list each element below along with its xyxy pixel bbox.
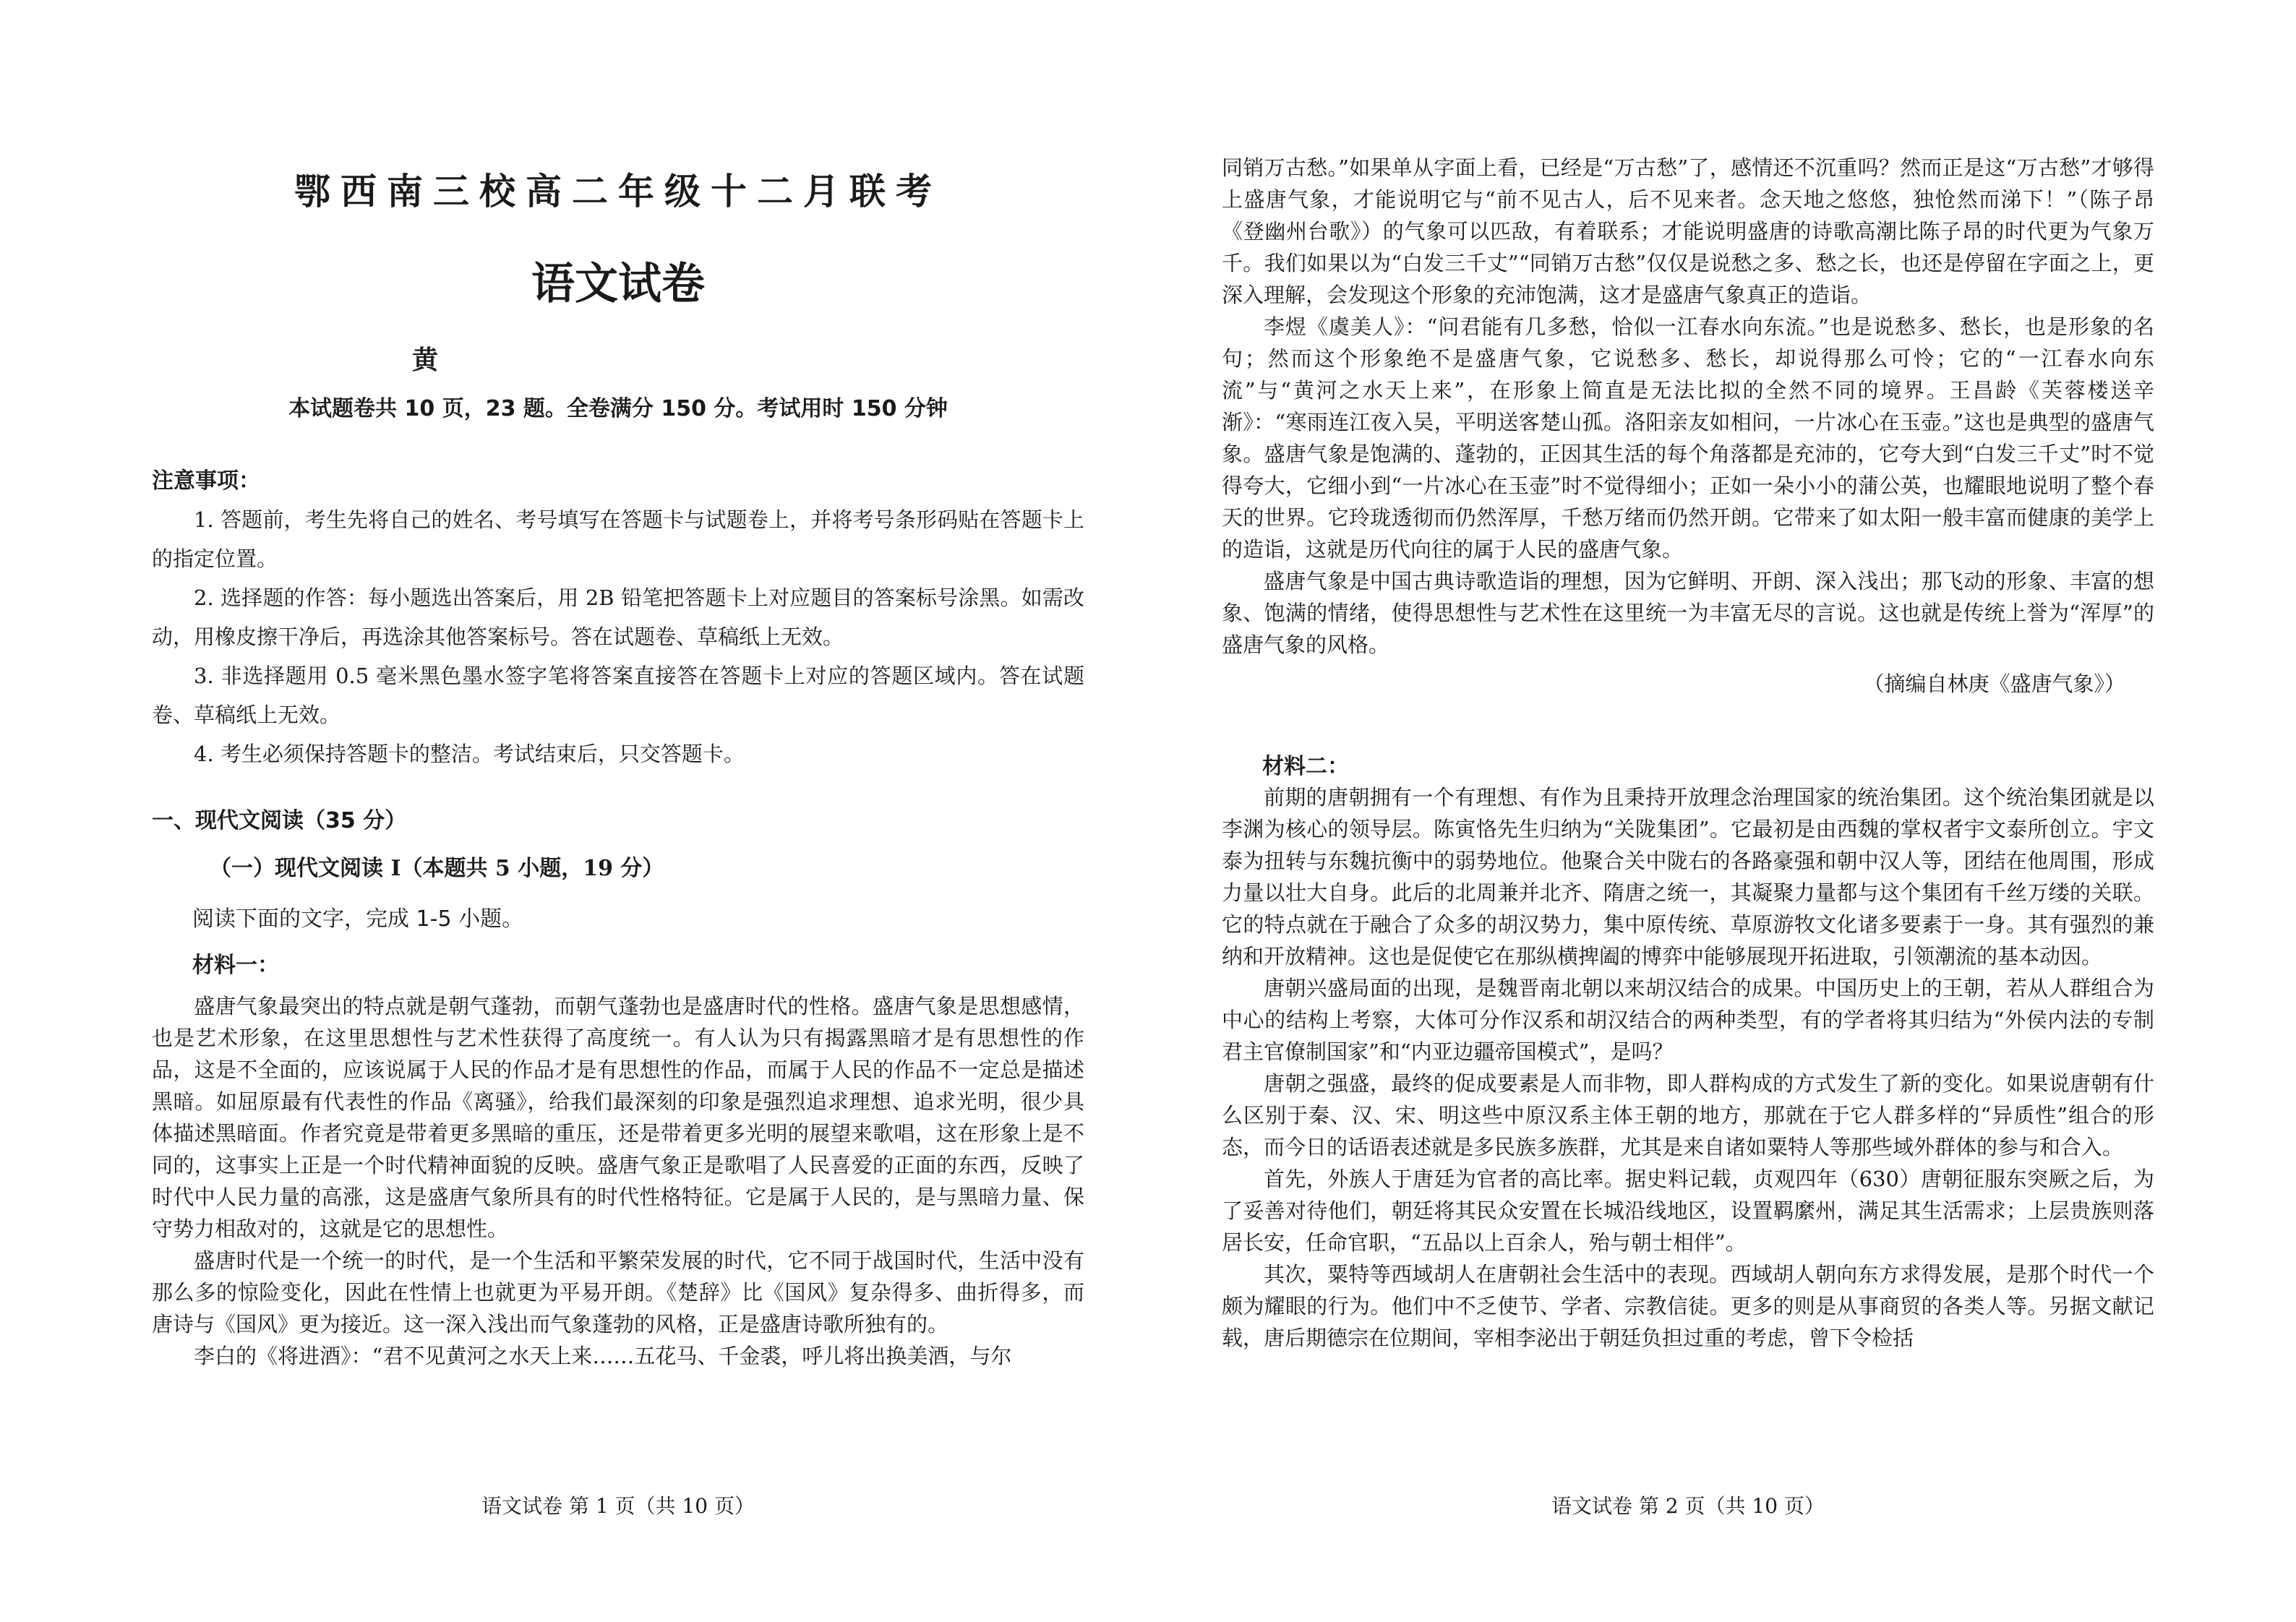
paragraph: 盛唐时代是一个统一的时代，是一个生活和平繁荣发展的时代，它不同于战国时代，生活中没有那么多的惊险变化，因此在性情上也就更为平易开朗。《楚辞》比《国风》复杂得多、曲折得多，而唐诗与《国风》更为接近。这一深入浅出而气象蓬勃的风格，正是盛唐诗歌所独有的。 <box>152 1248 1084 1336</box>
material1-body <box>152 990 1084 1372</box>
page-footer: 语文试卷 第 2 页（共 10 页） <box>1551 1494 1825 1518</box>
paragraph: 李白的《将进酒》：“君不见黄河之水天上来……五花马、千金裘，呼儿将出换美酒，与尔 <box>194 1344 1012 1368</box>
notice-item: 2. 选择题的作答：每小题选出答案后，用 2B 铅笔把答题卡上对应题目的答案标号涂黑。如需改动，用橡皮擦干净后，再选涂其他答案标号。答在试题卷、草稿纸上无效。 <box>152 585 1084 649</box>
exam-subtitle: 语文试卷 <box>531 259 705 309</box>
material2-block <box>1222 748 2154 1354</box>
page-footer: 语文试卷 第 1 页（共 10 页） <box>481 1494 755 1518</box>
left-page <box>152 0 1084 1622</box>
subsection-title: （一）现代文阅读 I（本题共 5 小题，19 分） <box>210 856 664 881</box>
material1-heading: 材料一： <box>192 953 279 978</box>
paragraph: 前期的唐朝拥有一个有理想、有作为且秉持开放理念治理国家的统治集团。这个统治集团就是以李渊为核心的领导层。陈寅恪先生归纳为“关陇集团”。它最初是由西魏的掌权者宇文泰所创立。宇文泰为扭转与东魏抗衡中的弱势地位。他聚合关中陇右的各路豪强和朝中汉人等，团结在他周围，形成力量以壮大自身。此后的北周兼并北齐、隋唐之统一，其凝聚力量都与这个集团有千丝万缕的关联。它的特点就在于融合了众多的胡汉势力，集中原传统、草原游牧文化诸多要素于一身。其有强烈的兼纳和开放精神。这也是促使它在那纵横捭阖的博弈中能够展现开拓进取，引领潮流的基本动因。 <box>1222 785 2154 969</box>
right-page <box>1222 0 2154 1622</box>
notice-item: 3. 非选择题用 0.5 毫米黑色墨水签字笔将答案直接答在答题卡上对应的答题区域内。答在试题卷、草稿纸上无效。 <box>152 664 1084 727</box>
material2-heading: 材料二： <box>1262 754 1349 779</box>
notice-item: 4. 考生必须保持答题卡的整洁。考试结束后，只交答题卡。 <box>194 742 745 766</box>
paragraph: 盛唐气象最突出的特点就是朝气蓬勃，而朝气蓬勃也是盛唐时代的性格。盛唐气象是思想感情，也是艺术形象，在这里思想性与艺术性获得了高度统一。有人认为只有揭露黑暗才是有思想性的作品，这是不全面的，应该说属于人民的作品才是有思想性的作品，而属于人民的作品不一定总是描述黑暗。如屈原最有代表性的作品《离骚》，给我们最深刻的印象是强烈追求理想、追求光明，很少具体描述黑暗面。作者究竟是带着更多黑暗的重压，还是带着更多光明的展望来歌唱，这在形象上是不同的，这事实上正是一个时代精神面貌的反映。盛唐气象正是歌唱了人民喜爱的正面的东西，反映了时代中人民力量的高涨，这是盛唐气象所具有的时代性格特征。它是属于人民的，是与黑暗力量、保守势力相敌对的，这就是它的思想性。 <box>152 994 1084 1241</box>
paragraph: 唐朝之强盛，最终的促成要素是人而非物，即人群构成的方式发生了新的变化。如果说唐朝有什么区别于秦、汉、宋、明这些中原汉系主体王朝的地方，那就在于它人群多样的“异质性”组合的形态，而今日的话语表述就是多民族多族群，尤其是来自诸如粟特人等那些域外群体的参与和合入。 <box>1222 1071 2154 1159</box>
notice-item: 1. 答题前，考生先将自己的姓名、考号填写在答题卡与试题卷上，并将考号条形码贴在答题卡上的指定位置。 <box>152 507 1084 571</box>
reading-instruction: 阅读下面的文字，完成 1-5 小题。 <box>192 906 524 932</box>
paragraph: 同销万古愁。”如果单从字面上看，已经是“万古愁”了，感情还不沉重吗？然而正是这“万古愁”才够得上盛唐气象，才能说明它与“前不见古人，后不见来者。念天地之悠悠，独怆然而涕下！”（陈子昂《登幽州台歌》）的气象可以匹敌，有着联系；才能说明盛唐的诗歌高潮比陈子昂的时代更为气象万千。我们如果以为“白发三千丈”“同销万古愁”仅仅是说愁之多、愁之长，也还是停留在字面之上，更深入理解，会发现这个形象的充沛饱满，这才是盛唐气象真正的造诣。 <box>1222 155 2154 307</box>
material1-continued <box>1222 152 2154 708</box>
source-citation: （摘编自林庚《盛唐气象》） <box>1863 671 2125 696</box>
section-title: 一、现代文阅读（35 分） <box>152 808 407 833</box>
exam-info: 本试题卷共 10 页，23 题。全卷满分 150 分。考试用时 150 分钟 <box>288 396 948 421</box>
paragraph: 李煜《虞美人》：“问君能有几多愁，恰似一江春水向东流。”也是说愁多、愁长，也是形象的名句；然而这个形象绝不是盛唐气象，它说愁多、愁长，却说得那么可怜；它的“一江春水向东流”与“黄河之水天上来”，在形象上简直是无法比拟的全然不同的境界。王昌龄《芙蓉楼送辛渐》：“寒雨连江夜入吴，平明送客楚山孤。洛阳亲友如相问，一片冰心在玉壶。”这也是典型的盛唐气象。盛唐气象是饱满的、蓬勃的，正因其生活的每个角落都是充沛的，它夸大到“白发三千丈”时不觉得夸大，它细小到“一片冰心在玉壶”时不觉得细小；正如一朵小小的蒲公英，也耀眼地说明了整个春天的世界。它玲珑透彻而仍然浑厚，千愁万绪而仍然开朗。它带来了如太阳一般丰富而健康的美学上的造诣，这就是历代向往的属于人民的盛唐气象。 <box>1222 314 2154 562</box>
paragraph: 唐朝兴盛局面的出现，是魏晋南北朝以来胡汉结合的成果。中国历史上的王朝，若从人群组合为中心的结构上考察，大体可分作汉系和胡汉结合的两种类型，有的学者将其归结为“外侯内法的专制君主官僚制国家”和“内亚边疆帝国模式”，是吗？ <box>1222 976 2154 1064</box>
notice-heading: 注意事项： <box>152 468 260 494</box>
paragraph: 其次，粟特等西域胡人在唐朝社会生活中的表现。西域胡人朝向东方求得发展，是那个时代一个颇为耀眼的行为。他们中不乏使节、学者、宗教信徒。更多的则是从事商贸的各类人等。另据文献记载，唐后期德宗在位期间，宰相李泌出于朝廷负担过重的考虑，曾下令检括 <box>1222 1262 2154 1350</box>
stamp-text: 黄 <box>412 345 439 375</box>
notice-block <box>152 463 1084 773</box>
paragraph: 首先，外族人于唐廷为官者的高比率。据史料记载，贞观四年（630）唐朝征服东突厥之后，为了妥善对待他们，朝廷将其民众安置在长城沿线地区，设置羁縻州，满足其生活需求；上层贵族则落居长安，任命官职，“五品以上百余人，殆与朝士相伴”。 <box>1222 1167 2154 1255</box>
paragraph: 盛唐气象是中国古典诗歌造诣的理想，因为它鲜明、开朗、深入浅出；那飞动的形象、丰富的想象、饱满的情绪，使得思想性与艺术性在这里统一为丰富无尽的言说。这也就是传统上誉为“浑厚”的盛唐气象的风格。 <box>1222 569 2154 657</box>
exam-title: 鄂西南三校高二年级十二月联考 <box>294 170 942 213</box>
section-block <box>152 802 1084 980</box>
